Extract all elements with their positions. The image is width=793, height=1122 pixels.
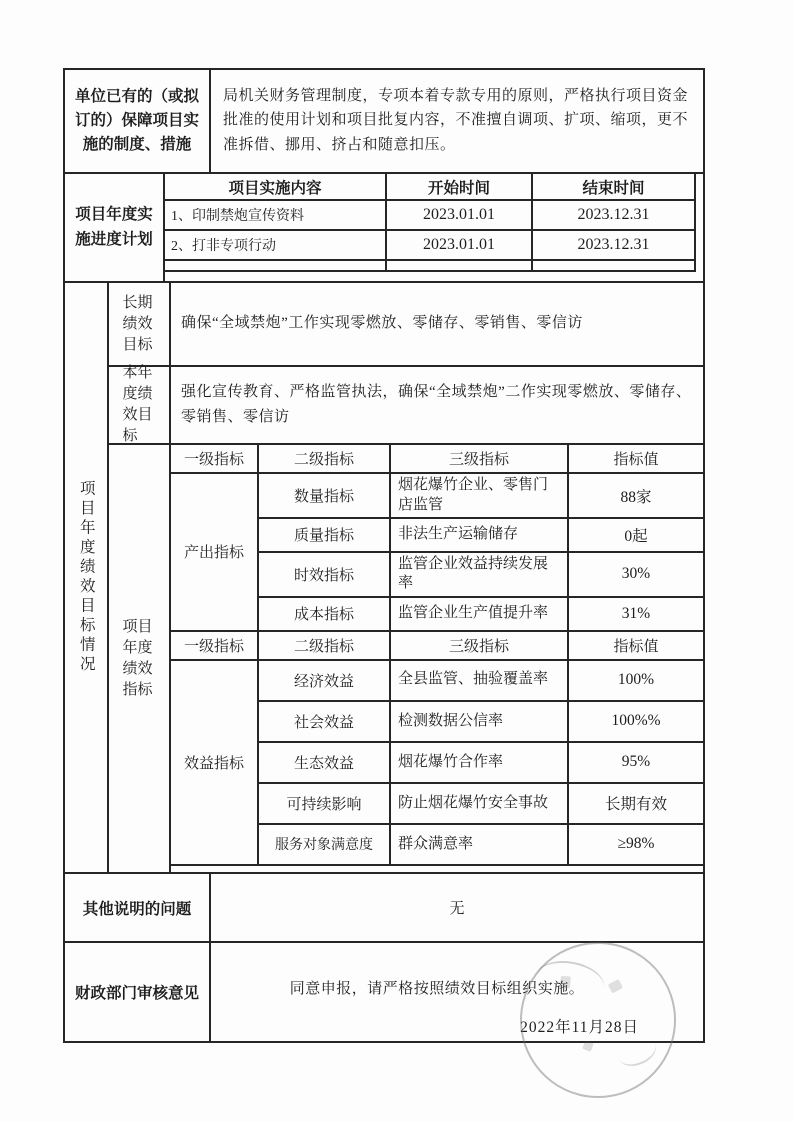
indicator-value: 95%: [621, 753, 651, 771]
review-label: 财政部门审核意见: [65, 943, 211, 1041]
benefit-group-label: 效益指标: [171, 661, 259, 864]
indicator-row: [259, 661, 703, 700]
long-term-goal-row: [109, 283, 703, 367]
schedule-row-start: [387, 261, 533, 270]
schedule-header-content: 项目实施内容: [165, 174, 387, 199]
benefit-indicator-group: [171, 661, 703, 866]
indicator-section: [109, 445, 703, 872]
indicator-value: 0起: [624, 527, 648, 545]
indicator-row: [259, 782, 703, 823]
schedule-header-end: 结束时间: [582, 179, 645, 197]
performance-vertical-label: 项目年度绩效目标情况: [65, 283, 109, 872]
schedule-row-content: 1、印制禁炮宣传资料: [165, 201, 387, 229]
indicator-value: 30%: [621, 565, 651, 583]
section-institution: [65, 70, 703, 174]
section-review: [65, 943, 703, 1041]
indicator-level3: 监管企业效益持续发展率: [391, 553, 569, 596]
benefit-group-rows: [259, 661, 703, 864]
indicator-header-row: [171, 445, 703, 474]
section-schedule: [65, 174, 703, 283]
indicator-value: 31%: [621, 604, 651, 622]
indicator-level3: 检测数据公信率: [391, 702, 569, 741]
schedule-row-empty: [165, 261, 694, 270]
performance-main: [109, 283, 703, 872]
output-indicator-group: [171, 474, 703, 632]
header-value: 指标值: [613, 452, 659, 468]
header-level1: 一级指标: [171, 445, 259, 472]
review-date: 2022年11月28日: [520, 1019, 639, 1036]
schedule-label: 项目年度实施进度计划: [65, 174, 165, 281]
indicator-level2: 时效指标: [259, 553, 391, 596]
other-notes-content: 无: [449, 901, 465, 917]
indicator-level2: 经济效益: [259, 661, 391, 700]
schedule-row-content: [165, 261, 387, 270]
schedule-table: [165, 174, 696, 272]
review-opinion-text: 同意申报，请严格按照绩效目标组织实施。: [289, 981, 585, 997]
indicator-level3: 防止烟花爆竹安全事故: [391, 784, 569, 823]
indicator-grid: [171, 445, 703, 866]
long-term-goal-label: 长期绩效目标: [109, 283, 171, 365]
schedule-row-end: [533, 261, 694, 270]
indicator-value: 88家: [620, 488, 652, 506]
header-level3: 三级指标: [391, 632, 569, 659]
indicator-level3: 烟花爆竹合作率: [391, 743, 569, 782]
indicator-level3: 烟花爆竹企业、零售门店监管: [391, 474, 569, 517]
indicator-level3: 非法生产运输储存: [391, 519, 569, 551]
schedule-header-row: [165, 174, 694, 201]
section-performance: [65, 283, 703, 874]
indicator-row: [259, 474, 703, 517]
indicator-level2: 社会效益: [259, 702, 391, 741]
header-level2: 二级指标: [259, 445, 391, 472]
indicator-row: [259, 517, 703, 551]
indicator-vertical-label: 项目年度绩效指标: [109, 445, 171, 872]
indicator-row: [259, 551, 703, 596]
annual-goal-content: 强化宣传教育、严格监管执法，确保“全域禁炮”二作实现零燃放、零储存、零销售、零信访: [181, 383, 692, 425]
indicator-row: [259, 596, 703, 630]
indicator-level3: 监管企业生产值提升率: [391, 598, 569, 630]
schedule-header-start: 开始时间: [387, 174, 533, 199]
header-value: 指标值: [613, 638, 659, 655]
schedule-row-start: 2023.01.01: [387, 231, 533, 259]
schedule-row-end: 2023.12.31: [577, 236, 650, 253]
indicator-level2: 质量指标: [259, 519, 391, 551]
schedule-row-content: 2、打非专项行动: [165, 231, 387, 259]
annual-goal-label: 本年度绩效目标: [109, 367, 171, 443]
indicator-row: [259, 700, 703, 741]
output-group-label: 产出指标: [171, 474, 259, 630]
other-notes-label: 其他说明的问题: [65, 874, 211, 941]
header-level2: 二级指标: [259, 632, 391, 659]
indicator-level2: 生态效益: [259, 743, 391, 782]
institution-label: 单位已有的（或拟订的）保障项目实施的制度、措施: [65, 70, 211, 172]
indicator-level2: 可持续影响: [259, 784, 391, 823]
header-level1: 一级指标: [171, 632, 259, 659]
schedule-row-start: 2023.01.01: [387, 201, 533, 229]
institution-content: 局机关财务管理制度，专项本着专款专用的原则，严格执行项目资金批准的使用计划和项目批复内容，不准擅自调项、扩项、缩项，更不准拆借、挪用、挤占和随意扣压。: [223, 88, 689, 153]
indicator-value: 长期有效: [604, 796, 667, 814]
schedule-row-end: 2023.12.31: [577, 206, 650, 223]
indicator-level3: 全县监管、抽验覆盖率: [391, 661, 569, 700]
performance-form-table: [63, 68, 705, 1043]
indicator-level3: 群众满意率: [391, 825, 569, 864]
long-term-goal-content: 确保“全域禁炮”工作实现零燃放、零储存、零销售、零信访: [181, 315, 583, 332]
indicator-header-row: [171, 632, 703, 661]
annual-goal-row: [109, 367, 703, 445]
indicator-value: 100%%: [611, 712, 661, 730]
output-group-rows: [259, 474, 703, 630]
schedule-row: [165, 201, 694, 231]
indicator-row: [259, 741, 703, 782]
section-other-notes: [65, 874, 703, 943]
indicator-level2: 服务对象满意度: [259, 825, 391, 864]
indicator-value: ≥98%: [617, 835, 655, 853]
indicator-value: 100%: [617, 671, 655, 689]
review-content-cell: [211, 943, 703, 1041]
indicator-level2: 数量指标: [259, 474, 391, 517]
header-level3: 三级指标: [391, 445, 569, 472]
indicator-row: [259, 823, 703, 864]
schedule-row: [165, 231, 694, 261]
indicator-level2: 成本指标: [259, 598, 391, 630]
